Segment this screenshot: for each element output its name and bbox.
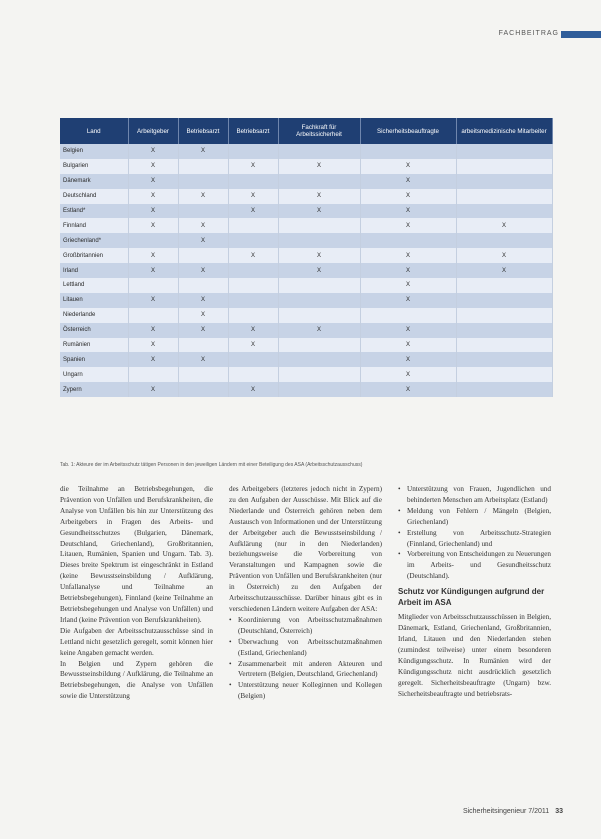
table-cell: [360, 144, 456, 159]
table-cell: X: [360, 248, 456, 263]
table-cell: [456, 174, 552, 189]
table-cell: X: [278, 159, 360, 174]
table-row: [60, 338, 552, 353]
table-cell: X: [128, 323, 178, 338]
table-cell: X: [228, 382, 278, 397]
table-cell: [456, 144, 552, 159]
table-cell: [278, 174, 360, 189]
table-row: [60, 293, 552, 308]
paragraph: die Teilnahme an Betriebsbegehungen, die Prävention von Unfällen und Berufskrankheiten, die Analyse von Unfällen bis hin zur Unterstützung des Arbeitgebers in Fragen des Arbeits- und Gesundheitsschutzes (Bulgarien, Dänemark, Deutschland, Griechenland), Großbritannien, Litauen, Rumänien, Spanien und Ungarn. Tab. 3). Dieses breite Spektrum ist eingeschränkt in Estland (keine Bewusstseinsbildung / Aufklärung, Unfallanalyse und Teilnahme an Betriebsbegehungen), Finnland (keine Teilnahme an Betriebsbegehungen und Analyse von Unfällen) und Irland (keine Prävention von Berufskrankheiten).: [60, 485, 213, 624]
table-cell: X: [128, 293, 178, 308]
column-header: Arbeitgeber: [128, 118, 178, 144]
table-row: [60, 159, 552, 174]
table-cell: X: [278, 189, 360, 204]
table-cell: [360, 233, 456, 248]
table-cell: X: [178, 144, 228, 159]
table-row: [60, 367, 552, 382]
table-cell: [128, 308, 178, 323]
column-header: Sicherheitsbeauftragte: [360, 118, 456, 144]
table-cell: [228, 174, 278, 189]
bullet-list: [229, 615, 382, 702]
table-cell: [228, 367, 278, 382]
table-cell: [178, 278, 228, 293]
country-cell: Großbritannien: [60, 248, 128, 263]
table-cell: [228, 278, 278, 293]
table-row: [60, 233, 552, 248]
table-row: [60, 308, 552, 323]
paragraph: Die Aufgaben der Arbeitsschutzausschüsse sind in Lettland nicht gesetzlich geregelt, somit können hier keine Angaben gemacht werden.: [60, 626, 213, 657]
table-cell: X: [178, 352, 228, 367]
table-cell: X: [360, 382, 456, 397]
table-cell: [228, 144, 278, 159]
table-row: [60, 263, 552, 278]
text-column-1: [60, 484, 213, 702]
table-cell: X: [278, 263, 360, 278]
table-cell: [278, 338, 360, 353]
section-label: FACHBEITRAG: [498, 30, 559, 37]
country-cell: Ungarn: [60, 367, 128, 382]
table-cell: X: [456, 218, 552, 233]
table-cell: [228, 293, 278, 308]
table-cell: [278, 382, 360, 397]
table-cell: X: [228, 338, 278, 353]
table-row: [60, 323, 552, 338]
table-cell: X: [228, 248, 278, 263]
country-cell: Zypern: [60, 382, 128, 397]
paragraph: In Belgien und Zypern gehören die Bewusstseinsbildung / Aufklärung, die Teilnahme an Betriebsbegehungen, die Analyse von Unfällen sowie die Unterstützung: [60, 659, 213, 701]
paragraph: Mitglieder von Arbeitsschutzausschüssen in Belgien, Dänemark, Estland, Griechenland, Großbritannien, Irland, Litauen und den Niederlanden stehen (zumindest teilweise) unter einem besonderen Kündigungsschutz. In Rumänien wird der Kündigungsschutz nicht ausdrücklich gesetzlich geregelt. Sicherheitsbeauftragte (Ungarn) bzw. Sicherheitsbeauftragte und betriebsrats-: [398, 613, 551, 698]
table-cell: [456, 233, 552, 248]
table-cell: X: [128, 204, 178, 219]
column-header: Betriebsarzt: [178, 118, 228, 144]
table-cell: [178, 174, 228, 189]
list-item: • Unterstützung neuer Kolleginnen und Kollegen (Belgien): [229, 680, 382, 702]
table-cell: X: [178, 218, 228, 233]
paragraph: des Arbeitgebers (letzteres jedoch nicht in Zypern) zu den Aufgaben der Ausschüsse. Mit Blick auf die Niederlande und Österreich gehören neben dem Austausch von Informationen und der Unterstützung der Arbeitgeber auch die Bewusstseinsbildung / Aufklärung (nur in den Niederlanden) beziehungsweise die Vorbereitung von Veranstaltungen und Kampagnen sowie die Prävention von Unfällen und Berufskrankheiten (nur in Österreich) zu den Aufgaben der Arbeitsschutzausschüsse. Darüber hinaus gibt es in verschiedenen Ländern weitere Aufgaben der ASA:: [229, 485, 382, 613]
table-cell: X: [360, 293, 456, 308]
table-cell: X: [228, 159, 278, 174]
country-cell: Deutschland: [60, 189, 128, 204]
column-header: Land: [60, 118, 128, 144]
country-cell: Spanien: [60, 352, 128, 367]
list-item: • Zusammenarbeit mit anderen Akteuren und Vertretern (Belgien, Deutschland, Griechenland): [229, 659, 382, 681]
table-cell: X: [178, 323, 228, 338]
table-row: [60, 204, 552, 219]
table-cell: X: [456, 263, 552, 278]
table-cell: X: [360, 218, 456, 233]
country-cell: Irland: [60, 263, 128, 278]
table-cell: X: [128, 382, 178, 397]
country-cell: Rumänien: [60, 338, 128, 353]
table-cell: X: [128, 174, 178, 189]
table-cell: [456, 352, 552, 367]
table-cell: [178, 159, 228, 174]
table-cell: [456, 338, 552, 353]
section-color-bar: [561, 31, 601, 38]
page-footer: [463, 808, 563, 815]
table-row: [60, 144, 552, 159]
country-cell: Lettland: [60, 278, 128, 293]
table-cell: [278, 352, 360, 367]
table-cell: X: [178, 263, 228, 278]
table-cell: [128, 278, 178, 293]
table-cell: [178, 248, 228, 263]
table-header-row: [60, 118, 552, 144]
country-cell: Österreich: [60, 323, 128, 338]
table-cell: X: [278, 248, 360, 263]
country-cell: Finnland: [60, 218, 128, 233]
table-cell: [278, 278, 360, 293]
actors-table-wrapper: [60, 118, 552, 397]
list-item: • Koordinierung von Arbeitsschutzmaßnahmen (Deutschland, Österreich): [229, 615, 382, 637]
column-header: Fachkraft für Arbeitssicherheit: [278, 118, 360, 144]
table-cell: X: [360, 367, 456, 382]
table-cell: [128, 367, 178, 382]
table-cell: X: [456, 248, 552, 263]
country-cell: Estland*: [60, 204, 128, 219]
table-row: [60, 382, 552, 397]
table-cell: X: [128, 338, 178, 353]
column-header: arbeitsmedizinische Mitarbeiter: [456, 118, 552, 144]
table-cell: X: [360, 263, 456, 278]
table-cell: X: [278, 204, 360, 219]
table-cell: X: [128, 144, 178, 159]
table-cell: X: [228, 323, 278, 338]
table-cell: [228, 263, 278, 278]
table-cell: X: [128, 159, 178, 174]
table-cell: [456, 204, 552, 219]
table-cell: [278, 293, 360, 308]
table-cell: X: [178, 293, 228, 308]
text-column-3: [398, 484, 551, 699]
table-row: [60, 278, 552, 293]
table-cell: [360, 308, 456, 323]
table-cell: [456, 308, 552, 323]
country-cell: Dänemark: [60, 174, 128, 189]
table-cell: X: [360, 323, 456, 338]
table-row: [60, 352, 552, 367]
table-cell: X: [228, 204, 278, 219]
country-cell: Bulgarien: [60, 159, 128, 174]
table-body: [60, 144, 552, 397]
text-column-2: [229, 484, 382, 702]
table-cell: X: [178, 233, 228, 248]
table-cell: [178, 367, 228, 382]
table-cell: [456, 367, 552, 382]
table-cell: [456, 382, 552, 397]
section-heading: Schutz vor Kündigungen aufgrund der Arbeit im ASA: [398, 587, 545, 608]
table-cell: [278, 308, 360, 323]
table-cell: X: [178, 308, 228, 323]
table-cell: [278, 144, 360, 159]
table-cell: [278, 233, 360, 248]
table-cell: [456, 278, 552, 293]
table-cell: X: [228, 189, 278, 204]
table-cell: [278, 218, 360, 233]
table-row: [60, 174, 552, 189]
table-row: [60, 189, 552, 204]
country-cell: Niederlande: [60, 308, 128, 323]
country-cell: Griechenland*: [60, 233, 128, 248]
table-cell: [228, 233, 278, 248]
table-cell: X: [278, 323, 360, 338]
column-header: Betriebsarzt: [228, 118, 278, 144]
list-item: • Unterstützung von Frauen, Jugendlichen und behinderten Menschen am Arbeitsplatz (Estland): [398, 484, 551, 506]
table-cell: [456, 159, 552, 174]
table-cell: [228, 352, 278, 367]
table-cell: X: [360, 174, 456, 189]
table-cell: X: [360, 338, 456, 353]
country-cell: Belgien: [60, 144, 128, 159]
table-cell: X: [128, 263, 178, 278]
table-cell: X: [128, 248, 178, 263]
table-cell: [456, 189, 552, 204]
table-cell: [456, 323, 552, 338]
table-cell: X: [360, 159, 456, 174]
list-item: • Meldung von Fehlern / Mängeln (Belgien, Griechenland): [398, 506, 551, 528]
bullet-list: [398, 484, 551, 582]
table-cell: X: [128, 189, 178, 204]
table-cell: X: [360, 189, 456, 204]
table-cell: [128, 233, 178, 248]
table-cell: [278, 367, 360, 382]
table-cell: [228, 308, 278, 323]
table-cell: X: [360, 352, 456, 367]
journal-name: Sicherheitsingenieur 7/2011: [462, 808, 550, 815]
table-cell: [456, 293, 552, 308]
list-item: • Vorbereitung von Entscheidungen zu Neuerungen im Arbeits- und Gesundheitsschutz (Deutschland).: [398, 549, 551, 582]
table-row: [60, 248, 552, 263]
table-row: [60, 218, 552, 233]
actors-table: [60, 118, 553, 397]
table-caption: Tab. 1: Akteure der im Arbeitsschutz tätigen Personen in den jeweiligen Ländern mit einer Beteiligung des ASA (Arbeitsschutzausschuss): [60, 462, 363, 468]
page-number: 33: [555, 808, 563, 815]
list-item: • Erstellung von Arbeitsschutz-Strategien (Finnland, Griechenland) und: [398, 528, 551, 550]
table-cell: X: [360, 278, 456, 293]
table-cell: [178, 338, 228, 353]
table-cell: [178, 382, 228, 397]
table-cell: X: [178, 189, 228, 204]
table-cell: X: [128, 218, 178, 233]
table-cell: X: [360, 204, 456, 219]
country-cell: Litauen: [60, 293, 128, 308]
table-cell: [228, 218, 278, 233]
table-cell: X: [128, 352, 178, 367]
table-cell: [178, 204, 228, 219]
list-item: • Überwachung von Arbeitsschutzmaßnahmen (Estland, Griechenland): [229, 637, 382, 659]
